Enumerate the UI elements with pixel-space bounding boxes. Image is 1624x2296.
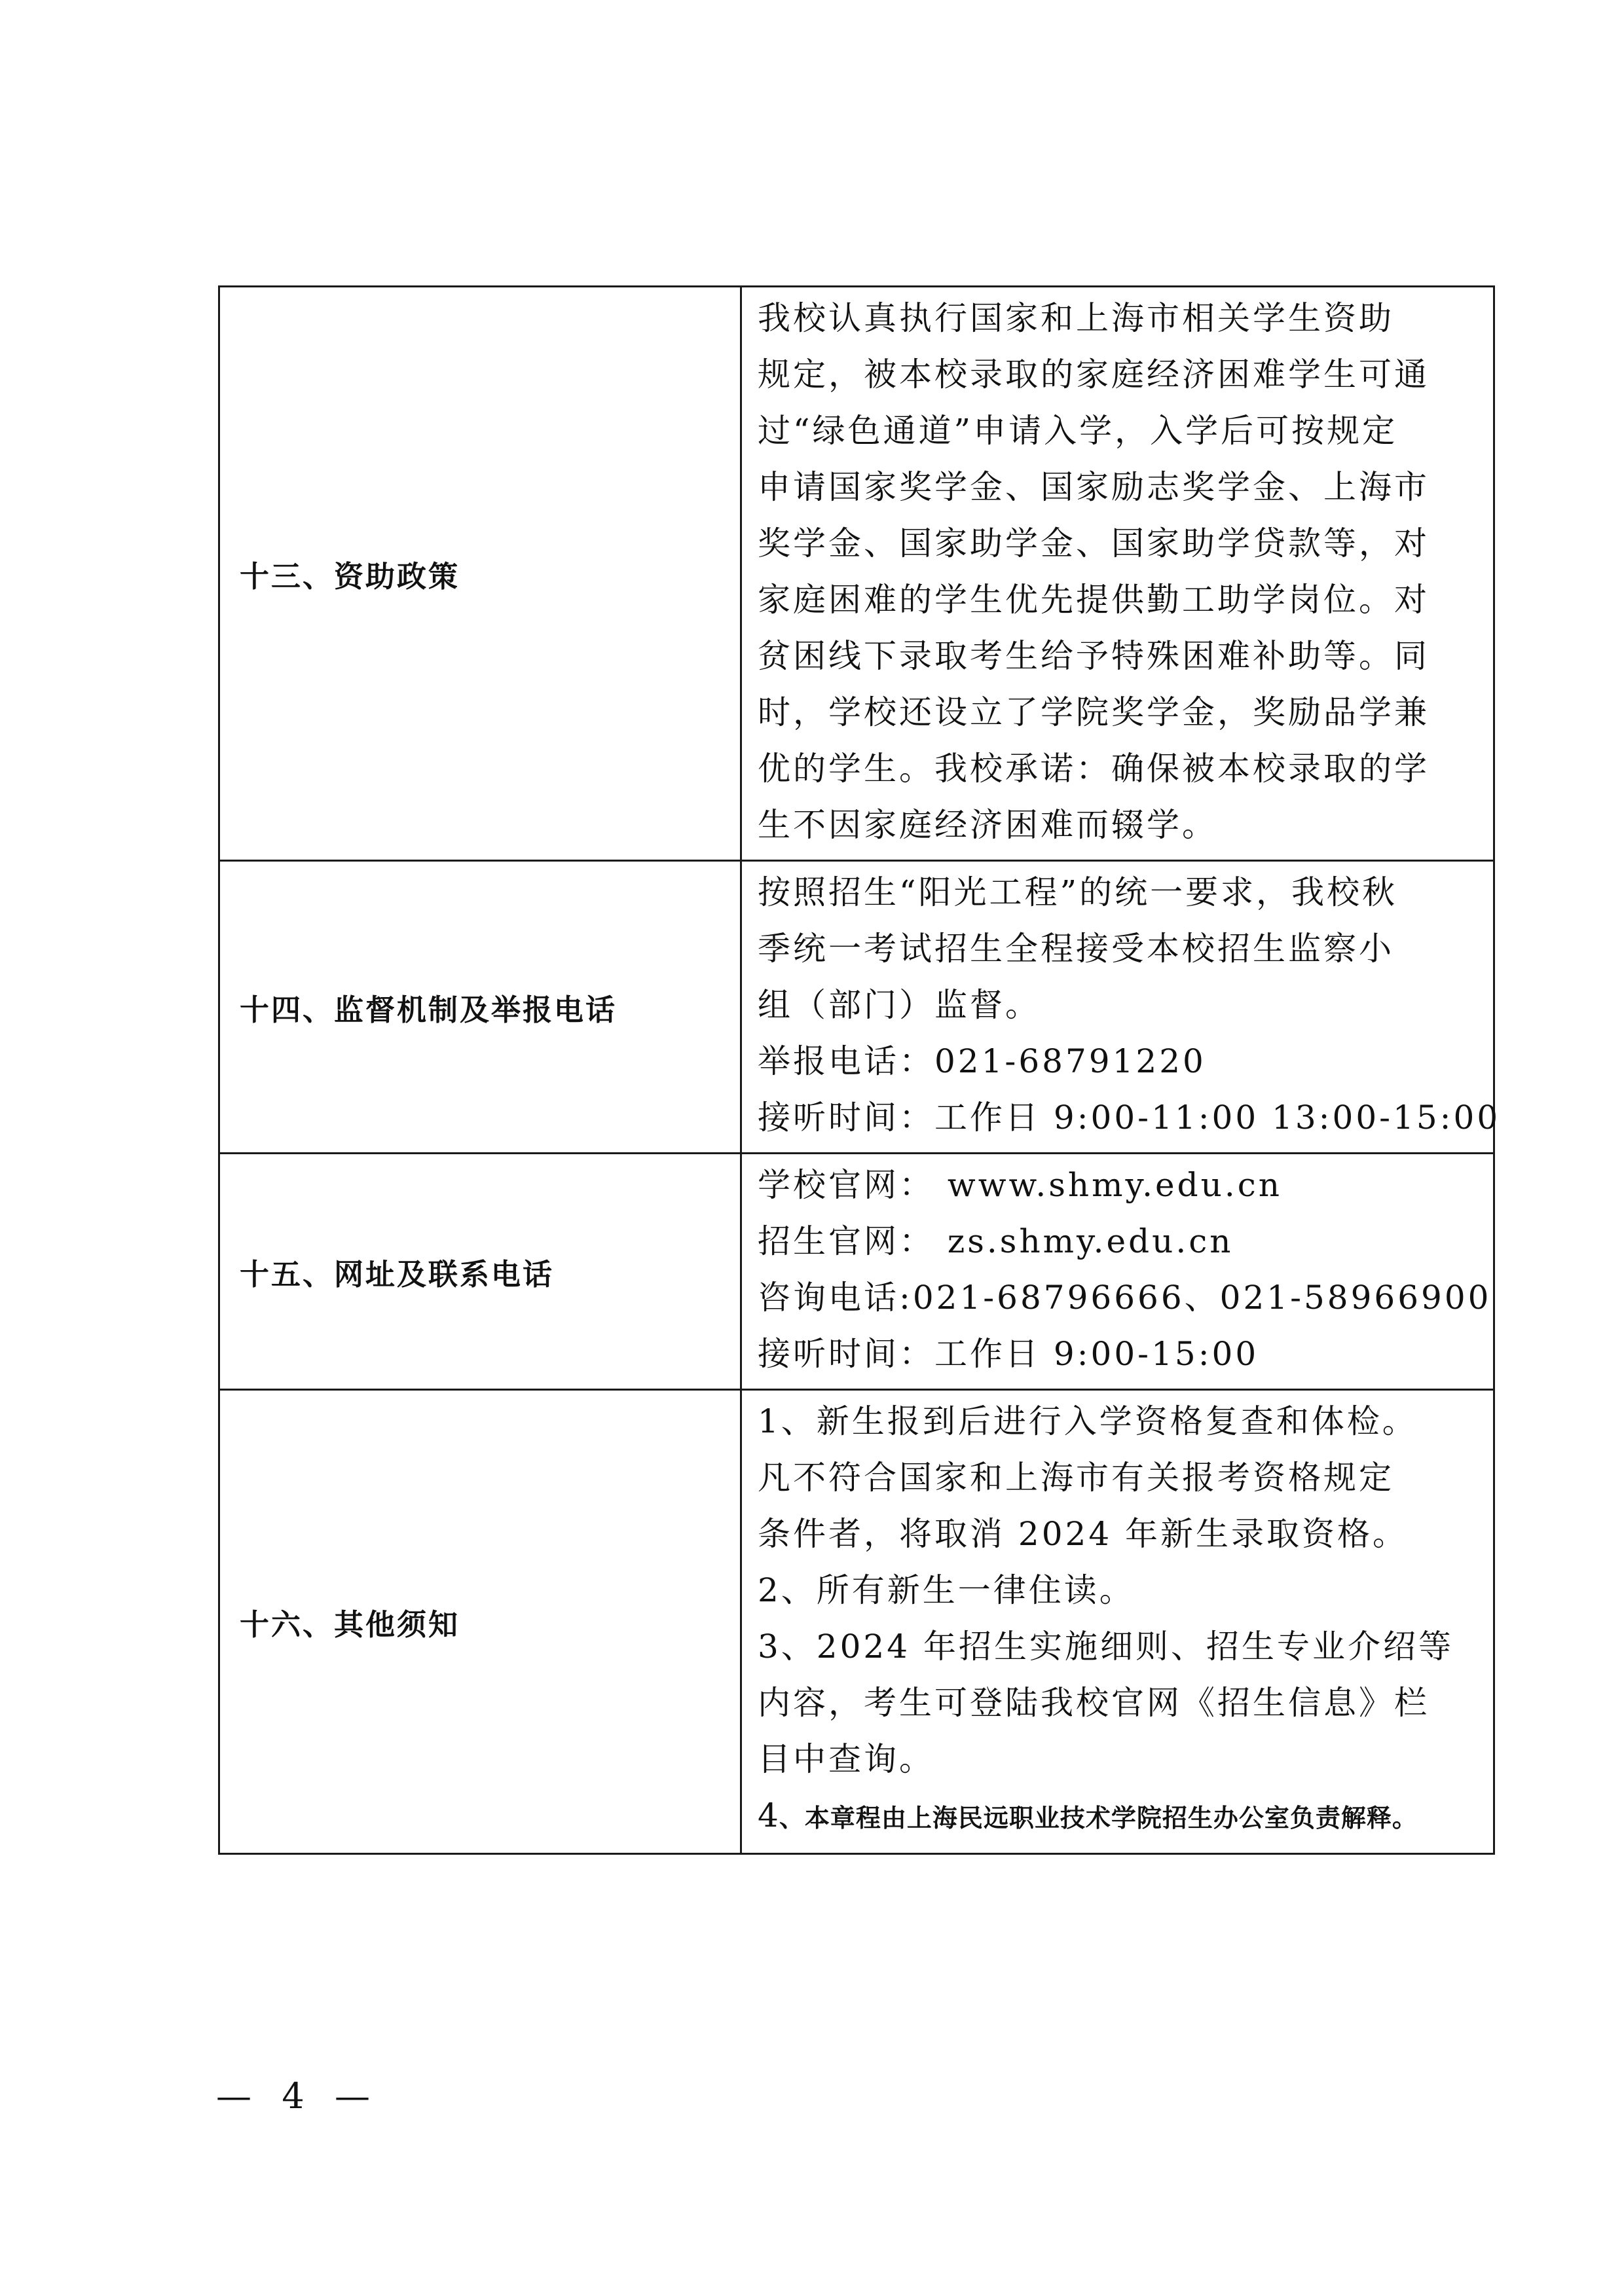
table-row-contact [219,1154,1494,1390]
content-line: 过“绿色通道”申请入学，入学后可按规定 [758,412,1398,450]
row-content-financial-aid [741,287,1494,861]
content-line: 贫困线下录取考生给予特殊困难补助等。同 [758,637,1430,675]
row-content-contact [741,1154,1494,1390]
content-line: 3、2024 年招生实施细则、招生专业介绍等 [758,1628,1454,1666]
content-line: 奖学金、国家助学金、国家助学贷款等，对 [758,524,1430,562]
content-line: 条件者，将取消 2024 年新生录取资格。 [758,1515,1409,1553]
row-content-supervision [741,861,1501,1154]
content-line: 申请国家奖学金、国家励志奖学金、上海市 [758,468,1430,506]
content-line: 我校认真执行国家和上海市相关学生资助 [758,299,1394,337]
interpretation-note [758,1787,1486,1846]
row-label-contact: 十五、网址及联系电话 [219,1154,741,1390]
content-line: 优的学生。我校承诺：确保被本校录取的学 [758,750,1430,788]
content-line: 按照招生“阳光工程”的统一要求，我校秋 [758,873,1398,911]
page-number: — 4 — [216,2075,373,2117]
report-phone: 举报电话：021-68791220 [758,1042,1206,1080]
admission-info-table [218,285,1501,1855]
row-label-supervision: 十四、监督机制及举报电话 [219,861,741,1154]
admission-website: 招生官网： zs.shmy.edu.cn [758,1222,1234,1260]
content-line: 目中查询。 [758,1740,934,1778]
content-line: 季统一考试招生全程接受本校招生监察小 [758,930,1394,968]
table-row-supervision [219,861,1494,1154]
content-line: 1、新生报到后进行入学资格复查和体检。 [758,1402,1418,1440]
school-website: 学校官网： www.shmy.edu.cn [758,1166,1282,1204]
content-line: 规定，被本校录取的家庭经济困难学生可通 [758,355,1430,393]
content-line: 时，学校还设立了学院奖学金，奖励品学兼 [758,693,1430,731]
row-label-other-notes: 十六、其他须知 [219,1390,741,1854]
note-number: 4 [758,1796,779,1834]
content-line: 组（部门）监督。 [758,986,1041,1024]
table-row-financial-aid [219,287,1494,861]
content-line: 2、所有新生一律住读。 [758,1571,1135,1609]
content-line: 家庭困难的学生优先提供勤工助学岗位。对 [758,581,1430,619]
row-label-financial-aid: 十三、资助政策 [219,287,741,861]
content-line: 内容，考生可登陆我校官网《招生信息》栏 [758,1684,1430,1722]
consult-phone: 咨询电话:021-68796666、021-58966900 [758,1279,1492,1317]
content-line: 生不因家庭经济困难而辍学。 [758,806,1217,844]
note-text: 、本章程由上海民远职业技术学院招生办公室负责解释。 [779,1804,1418,1832]
row-content-other-notes [741,1390,1494,1854]
report-hours: 接听时间：工作日 9:00-11:00 13:00-15:00 [758,1099,1501,1137]
table-row-other-notes [219,1390,1494,1854]
content-line: 凡不符合国家和上海市有关报考资格规定 [758,1459,1394,1497]
consult-hours: 接听时间：工作日 9:00-15:00 [758,1335,1259,1373]
